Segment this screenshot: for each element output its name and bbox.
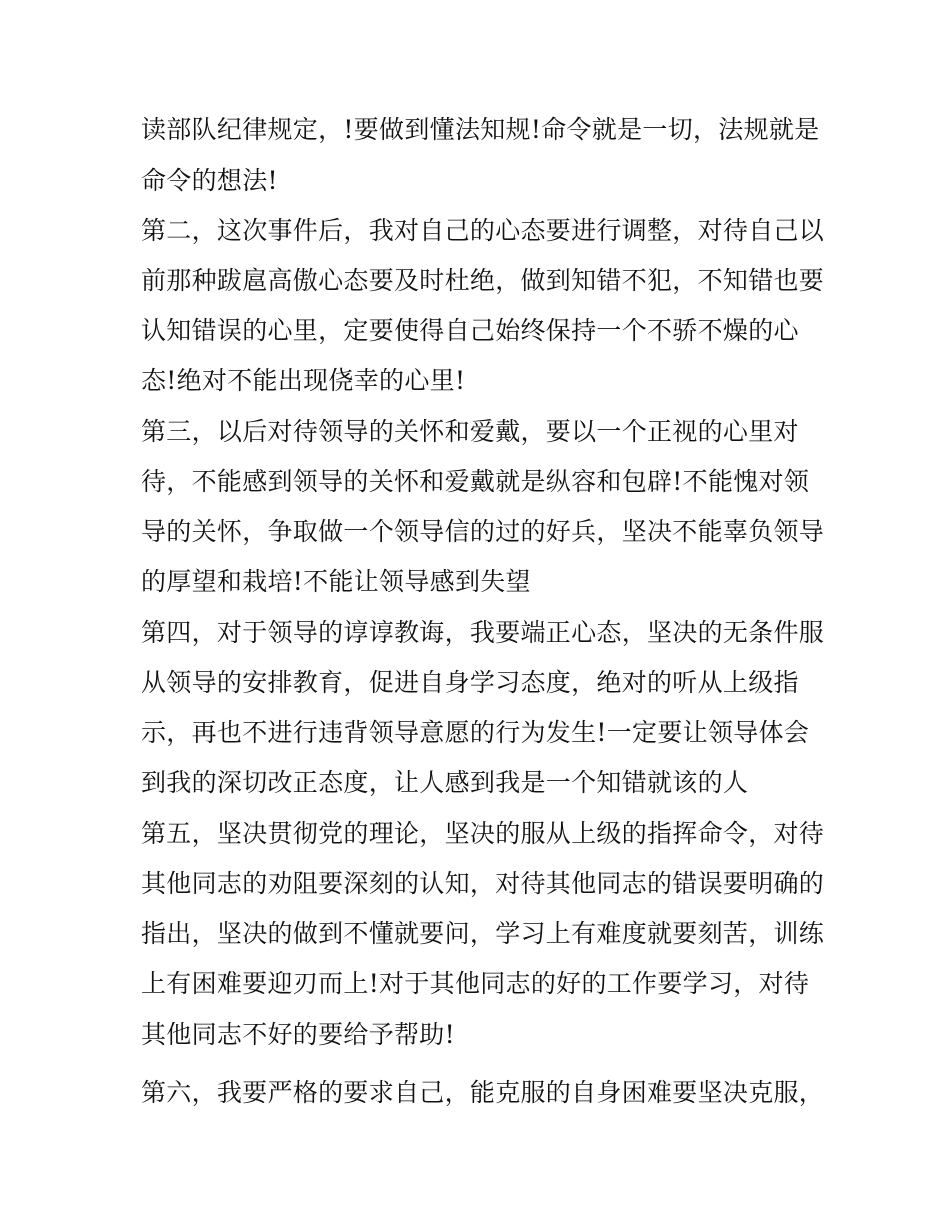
text-line: 指出，坚决的做到不懂就要问，学习上有难度就要刻苦，训练	[141, 919, 825, 948]
text-line: 第五，坚决贯彻党的理论，坚决的服从上级的指挥命令，对待	[141, 819, 825, 848]
text-line: 导的关怀，争取做一个领导信的过的好兵，坚决不能辜负领导	[141, 517, 825, 546]
text-line: 待，不能感到领导的关怀和爱戴就是纵容和包辟!不能愧对领	[141, 467, 810, 496]
text-line: 态!绝对不能出现侥幸的心里!	[141, 366, 466, 395]
text-line: 的厚望和栽培!不能让领导感到失望	[141, 567, 531, 596]
text-line: 示，再也不进行违背领导意愿的行为发生!一定要让领导体会	[141, 718, 810, 747]
text-line: 命令的想法!	[141, 166, 278, 195]
text-line: 其他同志不好的要给予帮助!	[141, 1020, 455, 1049]
text-line: 其他同志的劝阻要深刻的认知，对待其他同志的错误要明确的	[141, 869, 825, 898]
text-line: 前那种跋扈高傲心态要及时杜绝，做到知错不犯，不知错也要	[141, 266, 825, 295]
text-line: 读部队纪律规定，!要做到懂法知规!命令就是一切，法规就是	[141, 115, 820, 144]
text-line: 认知错误的心里，定要使得自己始终保持一个不骄不燥的心	[141, 316, 799, 345]
text-line: 第二，这次事件后，我对自己的心态要进行调整，对待自己以	[141, 216, 825, 245]
text-line: 第四，对于领导的谆谆教诲，我要端正心态，坚决的无条件服	[141, 618, 825, 647]
text-line: 第六，我要严格的要求自己，能克服的自身困难要坚决克服，	[141, 1078, 825, 1107]
text-line: 从领导的安排教育，促进自身学习态度，绝对的听从上级指	[141, 668, 799, 697]
text-line: 第三，以后对待领导的关怀和爱戴，要以一个正视的心里对	[141, 417, 799, 446]
text-line: 到我的深切改正态度，让人感到我是一个知错就该的人	[141, 768, 749, 797]
text-line: 上有困难要迎刃而上!对于其他同志的好的工作要学习，对待	[141, 969, 810, 998]
